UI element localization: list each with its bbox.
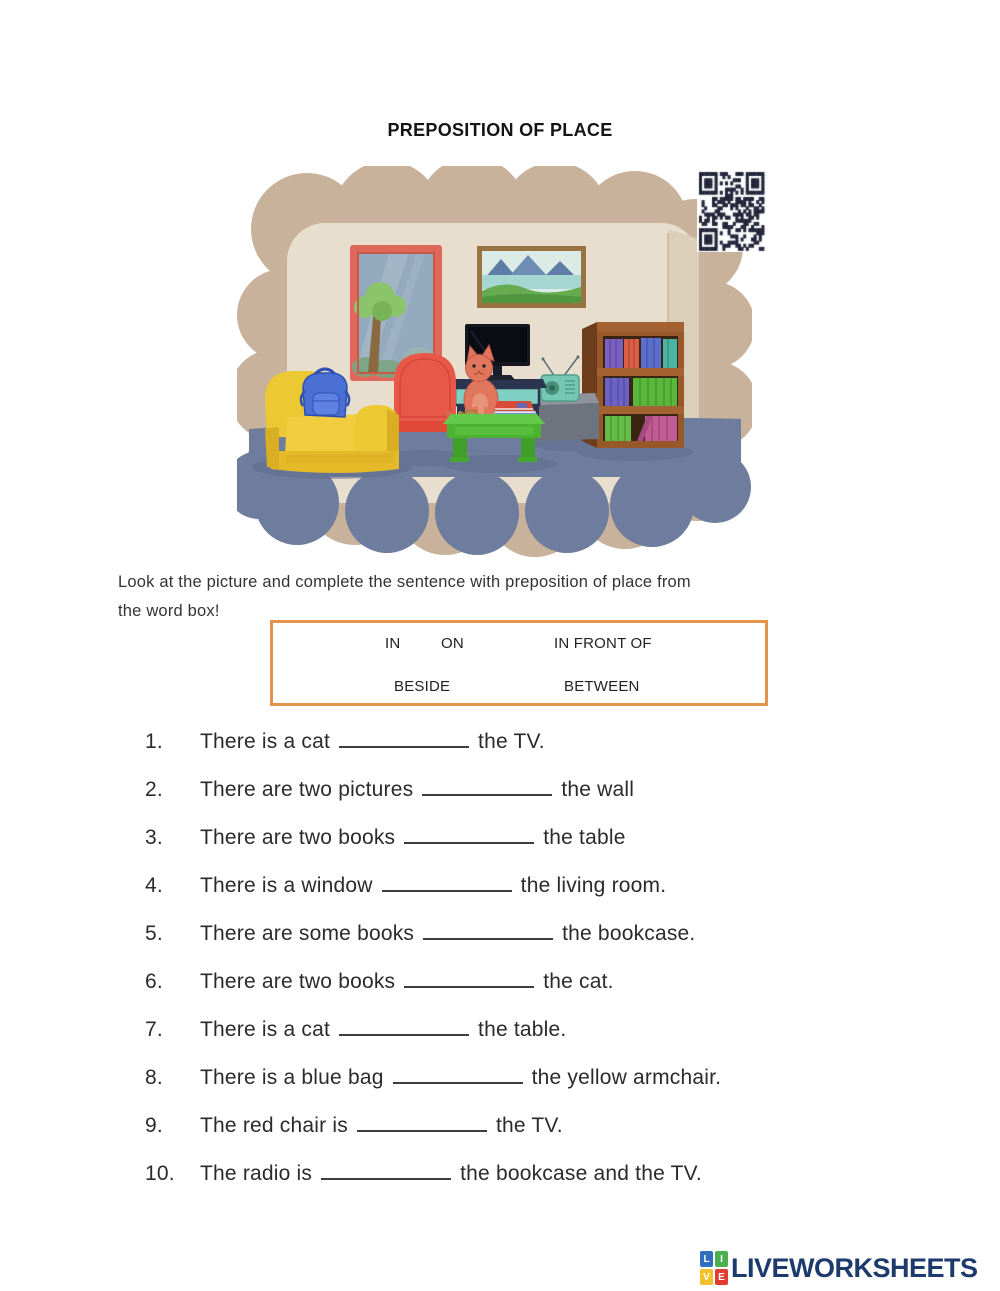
answer-blank-6[interactable] xyxy=(404,970,534,988)
word-box xyxy=(270,620,768,706)
question-text-after: the TV. xyxy=(478,730,545,753)
question-6 xyxy=(145,970,965,1018)
question-text-before: There are two books xyxy=(200,970,396,993)
word-on: ON xyxy=(441,635,464,652)
question-text-before: There is a window xyxy=(200,874,373,897)
logo-tile-l: L xyxy=(700,1251,713,1267)
instructions xyxy=(118,568,918,626)
question-text-after: the TV. xyxy=(495,1114,563,1137)
logo-tile-i: I xyxy=(715,1251,728,1267)
question-text-after: the cat. xyxy=(543,970,614,993)
question-text-before: There is a cat xyxy=(200,1018,331,1041)
question-number: 2. xyxy=(145,778,163,801)
question-text-before: There are some books xyxy=(200,922,415,945)
answer-blank-2[interactable] xyxy=(422,778,552,796)
answer-blank-9[interactable] xyxy=(357,1114,487,1132)
books-middle-shelf xyxy=(605,378,677,406)
blue-bag xyxy=(301,369,349,417)
question-text-before: There are two books xyxy=(200,826,396,849)
question-text-after: the table xyxy=(543,826,626,849)
question-text-after: the bookcase and the TV. xyxy=(460,1162,702,1185)
question-list xyxy=(145,730,965,1210)
question-10 xyxy=(145,1162,965,1210)
question-4 xyxy=(145,874,965,922)
question-text-before: There is a blue bag xyxy=(200,1066,384,1089)
question-text-before: The radio is xyxy=(200,1162,313,1185)
question-text-before: There are two pictures xyxy=(200,778,414,801)
question-text-before: There is a cat xyxy=(200,730,331,753)
answer-blank-3[interactable] xyxy=(404,826,534,844)
liveworksheets-logo-text: LIVEWORKSHEETS xyxy=(731,1252,978,1283)
instructions-line-1: Look at the picture and complete the sentence with preposition of place from xyxy=(118,573,691,591)
instructions-line-2: the word box! xyxy=(118,602,220,620)
question-number: 1. xyxy=(145,730,163,753)
question-5 xyxy=(145,922,965,970)
word-in: IN xyxy=(385,635,401,652)
answer-blank-8[interactable] xyxy=(393,1066,523,1084)
question-text-after: the table. xyxy=(478,1018,567,1041)
wall-picture xyxy=(477,246,586,308)
answer-blank-5[interactable] xyxy=(423,922,553,940)
question-number: 5. xyxy=(145,922,163,945)
question-number: 10. xyxy=(145,1162,175,1185)
question-number: 3. xyxy=(145,826,163,849)
question-9 xyxy=(145,1114,965,1162)
word-between: BETWEEN xyxy=(564,678,640,695)
word-in-front-of: IN FRONT OF xyxy=(554,635,652,652)
liveworksheets-logo xyxy=(700,1251,978,1285)
answer-blank-4[interactable] xyxy=(382,874,512,892)
logo-tile-v: V xyxy=(700,1269,713,1285)
question-number: 7. xyxy=(145,1018,163,1041)
question-text-after: the living room. xyxy=(520,874,667,897)
question-number: 8. xyxy=(145,1066,163,1089)
qr-code xyxy=(697,170,766,252)
question-7 xyxy=(145,1018,965,1066)
question-number: 9. xyxy=(145,1114,163,1137)
page-title: PREPOSITION OF PLACE xyxy=(387,120,613,140)
answer-blank-7[interactable] xyxy=(339,1018,469,1036)
question-number: 4. xyxy=(145,874,163,897)
question-text-before: The red chair is xyxy=(200,1114,348,1137)
question-1 xyxy=(145,730,965,778)
logo-tile-e: E xyxy=(715,1269,728,1285)
question-text-after: the bookcase. xyxy=(562,922,696,945)
word-beside: BESIDE xyxy=(394,678,451,695)
question-2 xyxy=(145,778,965,826)
answer-blank-10[interactable] xyxy=(321,1162,451,1180)
question-text-after: the yellow armchair. xyxy=(531,1066,722,1089)
answer-blank-1[interactable] xyxy=(339,730,469,748)
question-number: 6. xyxy=(145,970,163,993)
question-8 xyxy=(145,1066,965,1114)
liveworksheets-logo-icon xyxy=(700,1251,728,1285)
question-3 xyxy=(145,826,965,874)
question-text-after: the wall xyxy=(561,778,635,801)
living-room-illustration xyxy=(237,166,752,558)
